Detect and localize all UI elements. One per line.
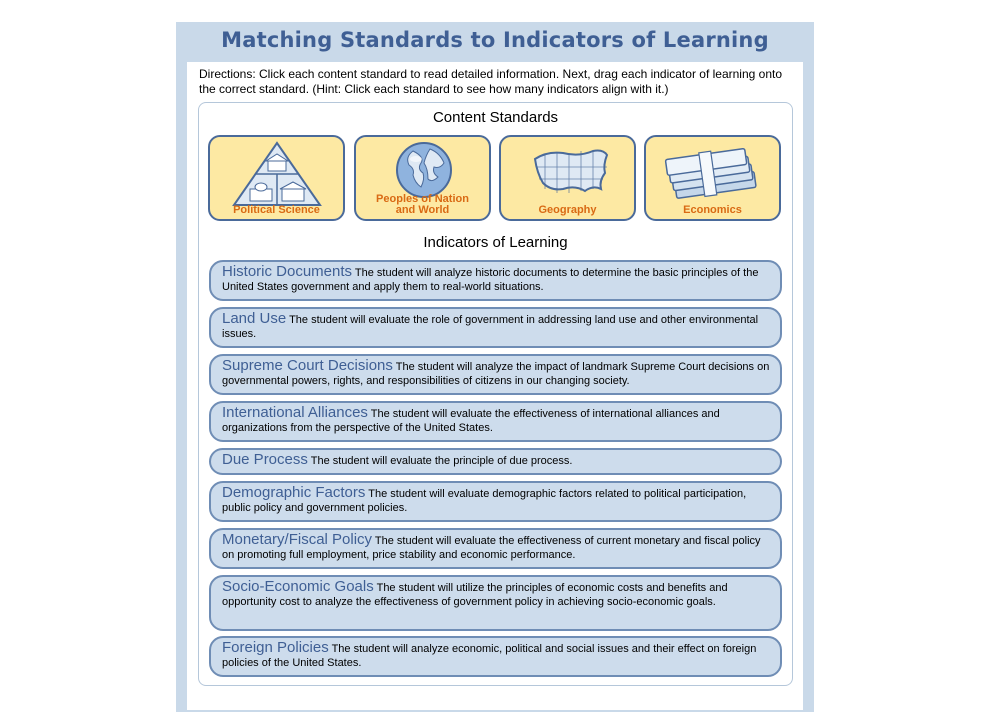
indicator-title: International Alliances xyxy=(222,404,368,421)
standard-card-peoples-of-nation-and-world[interactable] xyxy=(354,135,491,221)
indicator-description: The student will evaluate the effectiveness of current monetary and fiscal policy on promoting full employment, price stability and economic performance. xyxy=(222,535,761,561)
indicator-title: Socio-Economic Goals xyxy=(222,578,374,595)
card-label: Economics xyxy=(683,204,742,216)
indicator-monetary-fiscal-policy[interactable] xyxy=(209,528,782,569)
indicator-title: Monetary/Fiscal Policy xyxy=(222,531,373,548)
indicator-description: The student will evaluate the role of government in addressing land use and other environmental issues. xyxy=(222,314,759,340)
indicator-title: Supreme Court Decisions xyxy=(222,357,393,374)
indicator-title: Historic Documents xyxy=(222,263,353,280)
indicator-description: The student will utilize the principles of economic costs and benefits and opportunity cost to analyze the effectiveness of government policy in achieving socio-economic goals. xyxy=(222,582,728,608)
standard-card-economics[interactable] xyxy=(644,135,781,221)
content-standards-heading: Content Standards xyxy=(432,109,559,126)
indicator-title: Land Use xyxy=(222,310,287,327)
indicator-title: Demographic Factors xyxy=(222,484,366,501)
directions-text: Directions: Click each content standard to read detailed information. Next, drag each indicator of learning onto the correct standard. (Hint: Click each standard to see how many indicators align with it.) xyxy=(199,67,782,96)
indicator-description: The student will analyze the impact of landmark Supreme Court decisions on governmental powers, rights, and responsibilities of citizens in our changing society. xyxy=(222,361,770,387)
content-area xyxy=(187,62,803,710)
indicator-description: The student will evaluate the principle of due process. xyxy=(310,455,573,467)
indicator-title: Foreign Policies xyxy=(222,639,329,656)
indicator-title: Due Process xyxy=(222,451,308,468)
indicator-supreme-court-decisions[interactable] xyxy=(209,354,782,395)
indicator-socio-economic-goals[interactable] xyxy=(209,575,782,631)
indicator-international-alliances[interactable] xyxy=(209,401,782,442)
card-label: Geography xyxy=(538,204,597,216)
page-title: Matching Standards to Indicators of Learning xyxy=(221,28,769,52)
standard-card-political-science[interactable] xyxy=(208,135,345,221)
indicators-heading: Indicators of Learning xyxy=(423,234,568,251)
indicator-demographic-factors[interactable] xyxy=(209,481,782,522)
indicator-historic-documents[interactable] xyxy=(209,260,782,301)
card-label: Political Science xyxy=(233,204,320,216)
indicator-due-process[interactable] xyxy=(209,448,782,475)
indicator-land-use[interactable] xyxy=(209,307,782,348)
card-label: Peoples of Nation and World xyxy=(376,193,469,216)
activity-panel xyxy=(176,22,814,712)
activity-frame xyxy=(198,102,793,686)
indicator-foreign-policies[interactable] xyxy=(209,636,782,677)
standard-card-geography[interactable] xyxy=(499,135,636,221)
indicator-description: The student will evaluate demographic factors related to political participation, public policy and government policies. xyxy=(222,488,747,514)
indicator-description: The student will analyze historic documents to determine the basic principles of the United States government and apply them to real-world situations. xyxy=(222,267,759,293)
indicator-description: The student will analyze economic, political and social issues and their effect on foreign policies of the United States. xyxy=(222,643,757,669)
indicator-description: The student will evaluate the effectiveness of international alliances and organizations from the perspective of the United States. xyxy=(222,408,720,434)
